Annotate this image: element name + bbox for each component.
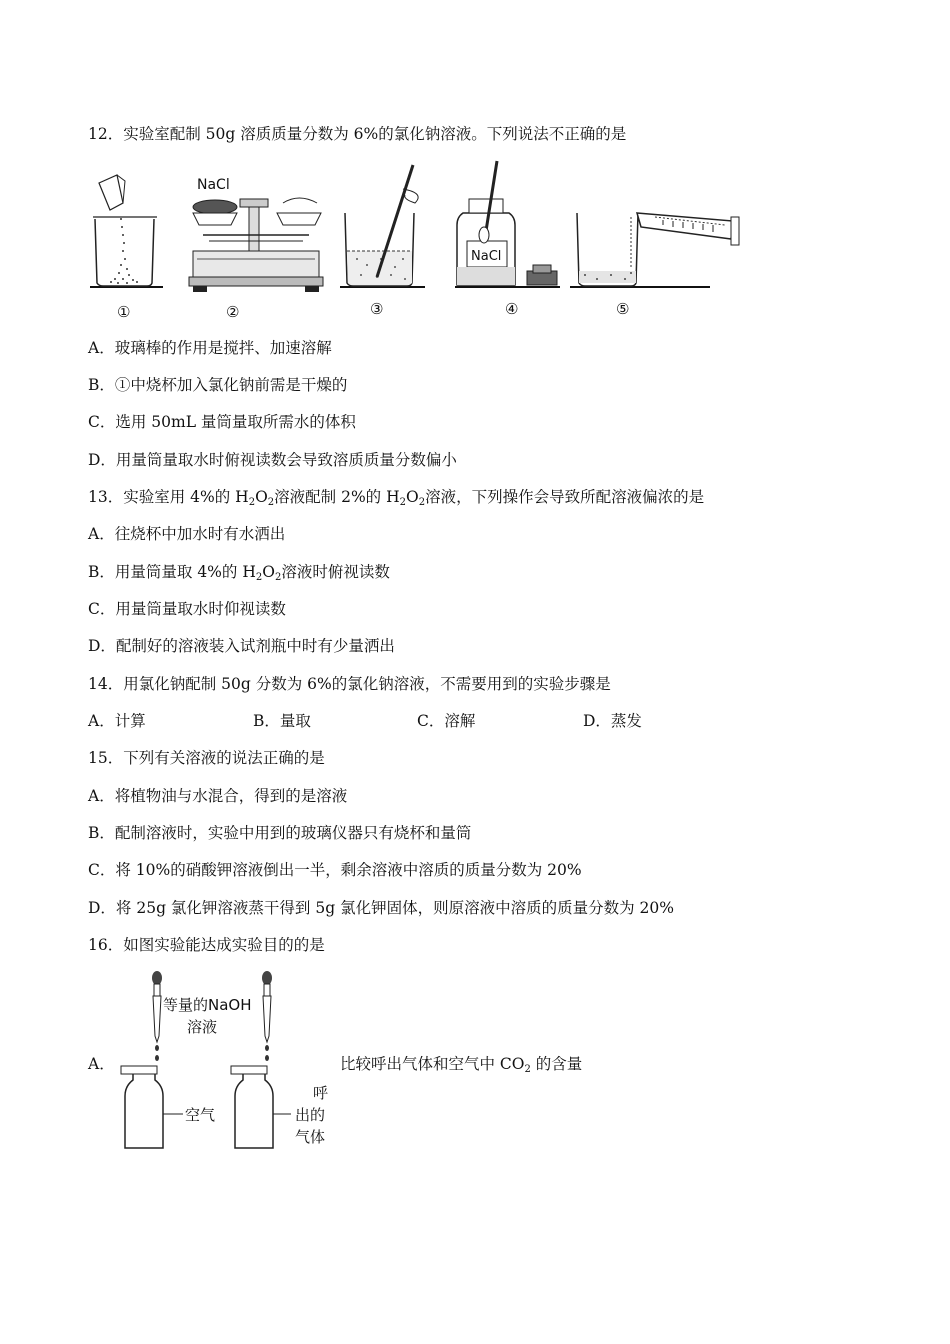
q13-option-a: A．往烧杯中加水时有水洒出 (88, 525, 286, 543)
balance-nacl-label: NaCl (197, 177, 230, 193)
q14-stem: 14．用氯化钠配制 50g 分数为 6%的氯化钠溶液，不需要用到的实验步骤是 (88, 675, 611, 693)
q14-option-a: A．计算 (88, 712, 146, 730)
q16-stem: 16．如图实验能达成实验目的的是 (88, 936, 325, 954)
q16-figure (115, 968, 345, 1153)
dropper-label-1: 等量的NaOH (163, 996, 252, 1014)
q12-option-c: C．选用 50mL 量筒量取所需水的体积 (88, 413, 356, 431)
right-dropper (262, 971, 272, 1061)
q15-stem: 15．下列有关溶液的说法正确的是 (88, 749, 325, 767)
figure-label-5: ⑤ (616, 300, 630, 318)
q12-option-b: B．①中烧杯加入氯化钠前需是干燥的 (88, 376, 348, 394)
q15-option-d: D．将 25g 氯化钾溶液蒸干得到 5g 氯化钾固体，则原溶液中溶质的质量分数为 20% (88, 899, 674, 917)
q14-option-c: C．溶解 (417, 712, 476, 730)
figure-4-reagent-bottle (455, 161, 560, 287)
right-bottle-label-3: 气体 (295, 1128, 326, 1146)
figure-2-balance (189, 177, 323, 292)
q15-option-c: C．将 10%的硝酸钾溶液倒出一半，剩余溶液中溶质的质量分数为 20% (88, 861, 582, 879)
figure-3-stirring (340, 165, 425, 287)
q14-option-d: D．蒸发 (583, 712, 642, 730)
q12-option-a: A．玻璃棒的作用是搅拌、加速溶解 (88, 339, 332, 357)
figure-label-4: ④ (505, 300, 519, 318)
q12-option-d: D．用量筒量取水时俯视读数会导致溶质质量分数偏小 (88, 451, 457, 469)
left-bottle-label: 空气 (185, 1106, 216, 1124)
q15-option-b: B．配制溶液时，实验中用到的玻璃仪器只有烧杯和量筒 (88, 824, 472, 842)
q14-option-b: B．量取 (253, 712, 311, 730)
q16-option-a-letter: A． (88, 1055, 115, 1073)
q13-stem: 13．实验室用 4%的 $H_2O_2$溶液配制 2%的 $H_2O_2$溶液，下列操作会导致所配溶液偏浓的是 (88, 488, 705, 508)
figure-label-1: ① (117, 303, 131, 321)
q15-option-a: A．将植物油与水混合，得到的是溶液 (88, 787, 348, 805)
figure-label-3: ③ (370, 300, 384, 318)
q12-apparatus-figure (85, 155, 755, 325)
q13-option-b: B．用量筒量取 4%的 $H_2O_2$溶液时俯视读数 (88, 563, 390, 583)
right-bottle (231, 1066, 291, 1148)
right-bottle-label-2: 出的 (295, 1106, 326, 1124)
figure-5-cylinder-pouring (570, 213, 739, 287)
q16-option-a-text: 比较呼出气体和空气中 $CO_2$ 的含量 (340, 1055, 583, 1075)
dropper-label-2: 溶液 (187, 1018, 218, 1036)
figure-label-2: ② (226, 303, 240, 321)
bottle-nacl-label: NaCl (471, 249, 502, 264)
left-bottle (121, 1066, 183, 1148)
left-dropper (152, 971, 162, 1061)
q13-option-c: C．用量筒量取水时仰视读数 (88, 600, 286, 618)
q13-option-d: D．配制好的溶液装入试剂瓶中时有少量洒出 (88, 637, 395, 655)
right-bottle-label-1: 呼 (313, 1084, 329, 1102)
figure-1-beaker-pouring (90, 175, 163, 287)
q12-stem: 12．实验室配制 50g 溶质质量分数为 6%的氯化钠溶液。下列说法不正确的是 (88, 125, 627, 143)
